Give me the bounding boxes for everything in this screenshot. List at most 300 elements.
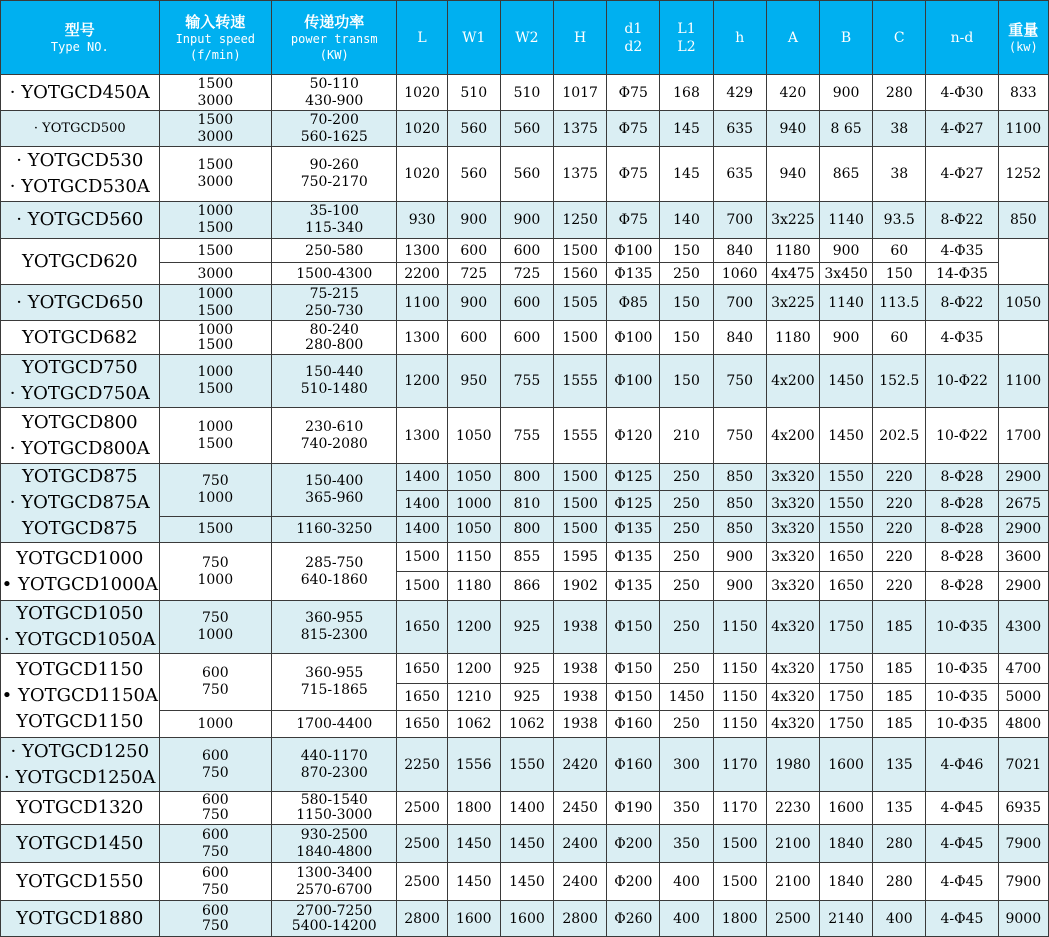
cell-W1: 1050	[447, 464, 500, 491]
cell-h: 1150	[713, 654, 766, 684]
cell-W2: 560	[500, 147, 553, 202]
cell-d: Φ100	[607, 239, 660, 263]
cell-C: 135	[873, 738, 926, 792]
cell-W2: 1450	[500, 863, 553, 901]
cell-d: Φ75	[607, 75, 660, 111]
cell-B: 1600	[819, 792, 872, 825]
cell-L1L2: 150	[660, 355, 713, 408]
cell-H: 1938	[554, 601, 607, 654]
cell-L1L2: 210	[660, 408, 713, 464]
speed-cell: 1500 3000	[159, 75, 271, 111]
cell-B: 1650	[819, 572, 872, 601]
header-H: H	[554, 1, 607, 75]
cell-B: 1650	[819, 543, 872, 572]
table-row	[1, 792, 1049, 825]
power-cell: 360-955 815-2300	[272, 601, 397, 654]
power-cell: 250-580	[272, 239, 397, 263]
cell-B: 1840	[819, 863, 872, 901]
cell-L: 1020	[397, 147, 447, 202]
cell-d: Φ150	[607, 654, 660, 684]
power-cell: 80-240 280-800	[272, 321, 397, 355]
cell-B: 8 65	[819, 111, 872, 147]
cell-B: 3x450	[819, 263, 872, 285]
header-C: C	[873, 1, 926, 75]
cell-L1L2: 250	[660, 543, 713, 572]
cell-h: 1170	[713, 792, 766, 825]
table-row	[1, 601, 1049, 654]
cell-H: 1595	[554, 543, 607, 572]
cell-H: 1555	[554, 355, 607, 408]
cell-L: 1300	[397, 408, 447, 464]
model-cell: · YOTGCD650	[1, 285, 160, 321]
cell-L: 1300	[397, 239, 447, 263]
cell-H: 2400	[554, 825, 607, 863]
cell-H: 1902	[554, 572, 607, 601]
cell-h: 429	[713, 75, 766, 111]
speed-cell: 1000 1500	[159, 355, 271, 408]
model-cell: YOTGCD682	[1, 321, 160, 355]
table-row	[1, 321, 1049, 355]
cell-d: Φ135	[607, 516, 660, 542]
cell-A: 3x320	[766, 491, 819, 516]
cell-weight: 850	[998, 202, 1048, 239]
cell-L: 930	[397, 202, 447, 239]
header-power: 传递功率 power transm (KW)	[272, 1, 397, 75]
table-row	[1, 901, 1049, 937]
table-row	[1, 408, 1049, 464]
cell-A: 2100	[766, 825, 819, 863]
table-row	[1, 285, 1049, 321]
model-cell: YOTGCD1000 • YOTGCD1000A	[1, 543, 160, 601]
cell-L1L2: 150	[660, 239, 713, 263]
cell-W1: 600	[447, 321, 500, 355]
cell-nd: 10-Φ35	[926, 601, 998, 654]
power-cell: 150-440 510-1480	[272, 355, 397, 408]
cell-d: Φ135	[607, 572, 660, 601]
cell-H: 1500	[554, 491, 607, 516]
cell-h: 850	[713, 516, 766, 542]
header-W1: W1	[447, 1, 500, 75]
cell-h: 750	[713, 408, 766, 464]
cell-W1: 1600	[447, 901, 500, 937]
cell-nd: 10-Φ35	[926, 711, 998, 738]
cell-L: 2800	[397, 901, 447, 937]
cell-nd: 8-Φ28	[926, 543, 998, 572]
cell-W1: 1150	[447, 543, 500, 572]
cell-nd: 8-Φ28	[926, 572, 998, 601]
cell-nd: 10-Φ22	[926, 408, 998, 464]
cell-L: 1650	[397, 684, 447, 711]
cell-W2: 560	[500, 111, 553, 147]
cell-W2: 600	[500, 285, 553, 321]
cell-L: 1020	[397, 75, 447, 111]
cell-B: 900	[819, 239, 872, 263]
power-cell: 150-400 365-960	[272, 464, 397, 517]
power-cell: 1500-4300	[272, 263, 397, 285]
model-cell: · YOTGCD500	[1, 111, 160, 147]
power-cell: 50-110 430-900	[272, 75, 397, 111]
cell-B: 865	[819, 147, 872, 202]
cell-B: 1840	[819, 825, 872, 863]
cell-H: 1375	[554, 147, 607, 202]
cell-W1: 725	[447, 263, 500, 285]
power-cell: 360-955 715-1865	[272, 654, 397, 711]
table-row	[1, 355, 1049, 408]
model-cell: YOTGCD1050 · YOTGCD1050A	[1, 601, 160, 654]
power-cell: 1700-4400	[272, 711, 397, 738]
cell-W2: 810	[500, 491, 553, 516]
cell-W1: 560	[447, 147, 500, 202]
cell-nd: 4-Φ45	[926, 825, 998, 863]
cell-L1L2: 250	[660, 516, 713, 542]
cell-W2: 600	[500, 239, 553, 263]
header-d: d1 d2	[607, 1, 660, 75]
speed-cell: 1000 1500	[159, 408, 271, 464]
table-row	[1, 825, 1049, 863]
cell-W1: 510	[447, 75, 500, 111]
cell-nd: 4-Φ27	[926, 147, 998, 202]
cell-weight: 4800	[998, 711, 1048, 738]
cell-weight: 4300	[998, 601, 1048, 654]
cell-weight: 1100	[998, 111, 1048, 147]
cell-L: 1400	[397, 464, 447, 491]
cell-W1: 1450	[447, 825, 500, 863]
cell-weight: 1100	[998, 355, 1048, 408]
cell-L1L2: 150	[660, 321, 713, 355]
cell-h: 900	[713, 572, 766, 601]
cell-W1: 1050	[447, 516, 500, 542]
cell-W2: 725	[500, 263, 553, 285]
model-cell: YOTGCD1450	[1, 825, 160, 863]
cell-H: 1938	[554, 711, 607, 738]
cell-nd: 10-Φ35	[926, 654, 998, 684]
cell-W2: 925	[500, 601, 553, 654]
cell-L: 1020	[397, 111, 447, 147]
power-cell: 35-100 115-340	[272, 202, 397, 239]
model-cell: · YOTGCD1250 · YOTGCD1250A	[1, 738, 160, 792]
cell-weight: 1050	[998, 285, 1048, 321]
cell-C: 152.5	[873, 355, 926, 408]
cell-A: 1180	[766, 239, 819, 263]
cell-B: 1750	[819, 654, 872, 684]
cell-h: 850	[713, 464, 766, 491]
cell-H: 2450	[554, 792, 607, 825]
cell-weight: 2900	[998, 464, 1048, 491]
cell-d: Φ150	[607, 684, 660, 711]
cell-d: Φ100	[607, 321, 660, 355]
cell-d: Φ125	[607, 491, 660, 516]
table-row	[1, 654, 1049, 684]
model-cell: YOTGCD1550	[1, 863, 160, 901]
cell-W1: 1556	[447, 738, 500, 792]
model-cell: · YOTGCD560	[1, 202, 160, 239]
cell-weight: 1252	[998, 147, 1048, 202]
cell-C: 185	[873, 654, 926, 684]
cell-A: 3x320	[766, 572, 819, 601]
cell-L1L2: 300	[660, 738, 713, 792]
cell-A: 3x320	[766, 464, 819, 491]
cell-B: 1750	[819, 601, 872, 654]
cell-W1: 1200	[447, 654, 500, 684]
cell-H: 1500	[554, 464, 607, 491]
cell-H: 1560	[554, 263, 607, 285]
cell-h: 1800	[713, 901, 766, 937]
cell-W1: 1800	[447, 792, 500, 825]
cell-A: 4x320	[766, 684, 819, 711]
cell-C: 93.5	[873, 202, 926, 239]
cell-C: 38	[873, 111, 926, 147]
cell-nd: 4-Φ45	[926, 863, 998, 901]
speed-cell: 1000 1500	[159, 321, 271, 355]
cell-B: 1550	[819, 491, 872, 516]
cell-W2: 925	[500, 654, 553, 684]
power-cell: 90-260 750-2170	[272, 147, 397, 202]
cell-nd: 4-Φ30	[926, 75, 998, 111]
cell-weight: 7900	[998, 825, 1048, 863]
header-speed: 输入转速 Input speed (f/min)	[159, 1, 271, 75]
cell-W1: 900	[447, 202, 500, 239]
cell-H: 2400	[554, 863, 607, 901]
speed-cell: 750 1000	[159, 601, 271, 654]
cell-W2: 1450	[500, 825, 553, 863]
cell-L: 1650	[397, 601, 447, 654]
cell-L: 1400	[397, 516, 447, 542]
cell-L1L2: 350	[660, 792, 713, 825]
cell-L1L2: 350	[660, 825, 713, 863]
cell-W1: 1200	[447, 601, 500, 654]
cell-L1L2: 250	[660, 572, 713, 601]
model-cell: YOTGCD875 · YOTGCD875A YOTGCD875	[1, 464, 160, 543]
cell-W2: 755	[500, 355, 553, 408]
cell-C: 113.5	[873, 285, 926, 321]
cell-H: 1500	[554, 321, 607, 355]
cell-W2: 1550	[500, 738, 553, 792]
model-cell: YOTGCD1320	[1, 792, 160, 825]
cell-d: Φ135	[607, 263, 660, 285]
power-cell: 440-1170 870-2300	[272, 738, 397, 792]
cell-h: 1150	[713, 684, 766, 711]
model-cell: YOTGCD620	[1, 239, 160, 285]
cell-h: 850	[713, 491, 766, 516]
cell-L: 2500	[397, 825, 447, 863]
cell-d: Φ125	[607, 464, 660, 491]
cell-A: 420	[766, 75, 819, 111]
cell-B: 900	[819, 75, 872, 111]
cell-weight: 1700	[998, 408, 1048, 464]
cell-B: 1550	[819, 516, 872, 542]
cell-d: Φ75	[607, 202, 660, 239]
cell-C: 220	[873, 516, 926, 542]
cell-L: 1100	[397, 285, 447, 321]
power-cell: 580-1540 1150-3000	[272, 792, 397, 825]
speed-cell: 1500 3000	[159, 147, 271, 202]
speed-cell: 1000 1500	[159, 285, 271, 321]
cell-h: 635	[713, 147, 766, 202]
cell-W2: 925	[500, 684, 553, 711]
cell-L: 2250	[397, 738, 447, 792]
header-W2: W2	[500, 1, 553, 75]
model-cell: YOTGCD1880	[1, 901, 160, 937]
cell-d: Φ85	[607, 285, 660, 321]
speed-cell: 1000 1500	[159, 202, 271, 239]
cell-L: 1400	[397, 491, 447, 516]
cell-h: 1500	[713, 825, 766, 863]
table-body	[1, 75, 1049, 937]
cell-A: 2230	[766, 792, 819, 825]
cell-H: 2800	[554, 901, 607, 937]
cell-nd: 4-Φ27	[926, 111, 998, 147]
table-row	[1, 111, 1049, 147]
header-weight: 重量 (kw)	[998, 1, 1048, 75]
cell-nd: 4-Φ45	[926, 792, 998, 825]
cell-C: 280	[873, 75, 926, 111]
speed-cell: 600 750	[159, 863, 271, 901]
cell-L1L2: 250	[660, 601, 713, 654]
power-cell: 75-215 250-730	[272, 285, 397, 321]
cell-L1L2: 145	[660, 111, 713, 147]
cell-A: 4x475	[766, 263, 819, 285]
cell-C: 400	[873, 901, 926, 937]
cell-d: Φ160	[607, 738, 660, 792]
cell-W2: 900	[500, 202, 553, 239]
cell-C: 220	[873, 572, 926, 601]
model-cell: YOTGCD750 · YOTGCD750A	[1, 355, 160, 408]
cell-B: 1450	[819, 355, 872, 408]
cell-A: 3x320	[766, 543, 819, 572]
cell-C: 60	[873, 321, 926, 355]
cell-nd: 4-Φ35	[926, 321, 998, 355]
cell-C: 150	[873, 263, 926, 285]
cell-nd: 14-Φ35	[926, 263, 998, 285]
table-row	[1, 464, 1049, 491]
cell-L: 2200	[397, 263, 447, 285]
cell-A: 3x225	[766, 285, 819, 321]
cell-nd: 4-Φ45	[926, 901, 998, 937]
cell-d: Φ160	[607, 711, 660, 738]
cell-A: 4x200	[766, 408, 819, 464]
cell-A: 4x200	[766, 355, 819, 408]
header-B: B	[819, 1, 872, 75]
table-row	[1, 863, 1049, 901]
cell-W1: 900	[447, 285, 500, 321]
cell-L1L2: 1450	[660, 684, 713, 711]
cell-h: 1500	[713, 863, 766, 901]
cell-H: 1938	[554, 684, 607, 711]
header-nd: n-d	[926, 1, 998, 75]
cell-A: 2500	[766, 901, 819, 937]
cell-C: 185	[873, 711, 926, 738]
cell-nd: 10-Φ35	[926, 684, 998, 711]
cell-C: 220	[873, 491, 926, 516]
cell-W1: 1180	[447, 572, 500, 601]
cell-nd: 8-Φ28	[926, 464, 998, 491]
cell-C: 220	[873, 464, 926, 491]
cell-A: 3x225	[766, 202, 819, 239]
cell-W2: 800	[500, 516, 553, 542]
table-row	[1, 239, 1049, 263]
cell-B: 900	[819, 321, 872, 355]
cell-A: 4x320	[766, 601, 819, 654]
cell-A: 2100	[766, 863, 819, 901]
cell-L: 2500	[397, 863, 447, 901]
cell-weight: 6935	[998, 792, 1048, 825]
cell-B: 1450	[819, 408, 872, 464]
cell-L: 2500	[397, 792, 447, 825]
cell-A: 940	[766, 147, 819, 202]
cell-L: 1650	[397, 654, 447, 684]
cell-d: Φ120	[607, 408, 660, 464]
cell-H: 1017	[554, 75, 607, 111]
power-cell: 230-610 740-2080	[272, 408, 397, 464]
cell-A: 1180	[766, 321, 819, 355]
cell-W2: 755	[500, 408, 553, 464]
table-row	[1, 75, 1049, 111]
cell-nd: 8-Φ22	[926, 285, 998, 321]
cell-C: 135	[873, 792, 926, 825]
cell-W1: 1050	[447, 408, 500, 464]
cell-W2: 800	[500, 464, 553, 491]
cell-weight	[998, 239, 1048, 285]
cell-W1: 1450	[447, 863, 500, 901]
cell-B: 1750	[819, 684, 872, 711]
speed-cell: 600 750	[159, 825, 271, 863]
power-cell: 1160-3250	[272, 516, 397, 542]
cell-L1L2: 250	[660, 491, 713, 516]
cell-d: Φ200	[607, 863, 660, 901]
cell-C: 60	[873, 239, 926, 263]
cell-d: Φ100	[607, 355, 660, 408]
cell-weight: 833	[998, 75, 1048, 111]
power-cell: 1300-3400 2570-6700	[272, 863, 397, 901]
cell-W1: 950	[447, 355, 500, 408]
cell-L1L2: 168	[660, 75, 713, 111]
cell-h: 700	[713, 202, 766, 239]
speed-cell: 750 1000	[159, 543, 271, 601]
cell-weight: 2675	[998, 491, 1048, 516]
speed-cell: 600 750	[159, 792, 271, 825]
table-row	[1, 147, 1049, 202]
cell-C: 38	[873, 147, 926, 202]
cell-C: 280	[873, 863, 926, 901]
power-cell: 2700-7250 5400-14200	[272, 901, 397, 937]
cell-d: Φ75	[607, 111, 660, 147]
cell-h: 900	[713, 543, 766, 572]
cell-weight	[998, 321, 1048, 355]
cell-L1L2: 250	[660, 654, 713, 684]
cell-C: 220	[873, 543, 926, 572]
cell-nd: 8-Φ22	[926, 202, 998, 239]
cell-B: 1750	[819, 711, 872, 738]
cell-A: 4x320	[766, 654, 819, 684]
cell-d: Φ75	[607, 147, 660, 202]
cell-weight: 4700	[998, 654, 1048, 684]
cell-W1: 1210	[447, 684, 500, 711]
cell-W2: 1600	[500, 901, 553, 937]
cell-H: 1500	[554, 516, 607, 542]
cell-L1L2: 250	[660, 263, 713, 285]
cell-h: 1170	[713, 738, 766, 792]
cell-A: 1980	[766, 738, 819, 792]
cell-A: 940	[766, 111, 819, 147]
cell-C: 185	[873, 684, 926, 711]
cell-d: Φ150	[607, 601, 660, 654]
cell-L1L2: 400	[660, 901, 713, 937]
header-model: 型号 Type NO.	[1, 1, 160, 75]
model-cell: YOTGCD1150 • YOTGCD1150A YOTGCD1150	[1, 654, 160, 738]
cell-nd: 8-Φ28	[926, 491, 998, 516]
cell-L1L2: 145	[660, 147, 713, 202]
cell-nd: 4-Φ46	[926, 738, 998, 792]
